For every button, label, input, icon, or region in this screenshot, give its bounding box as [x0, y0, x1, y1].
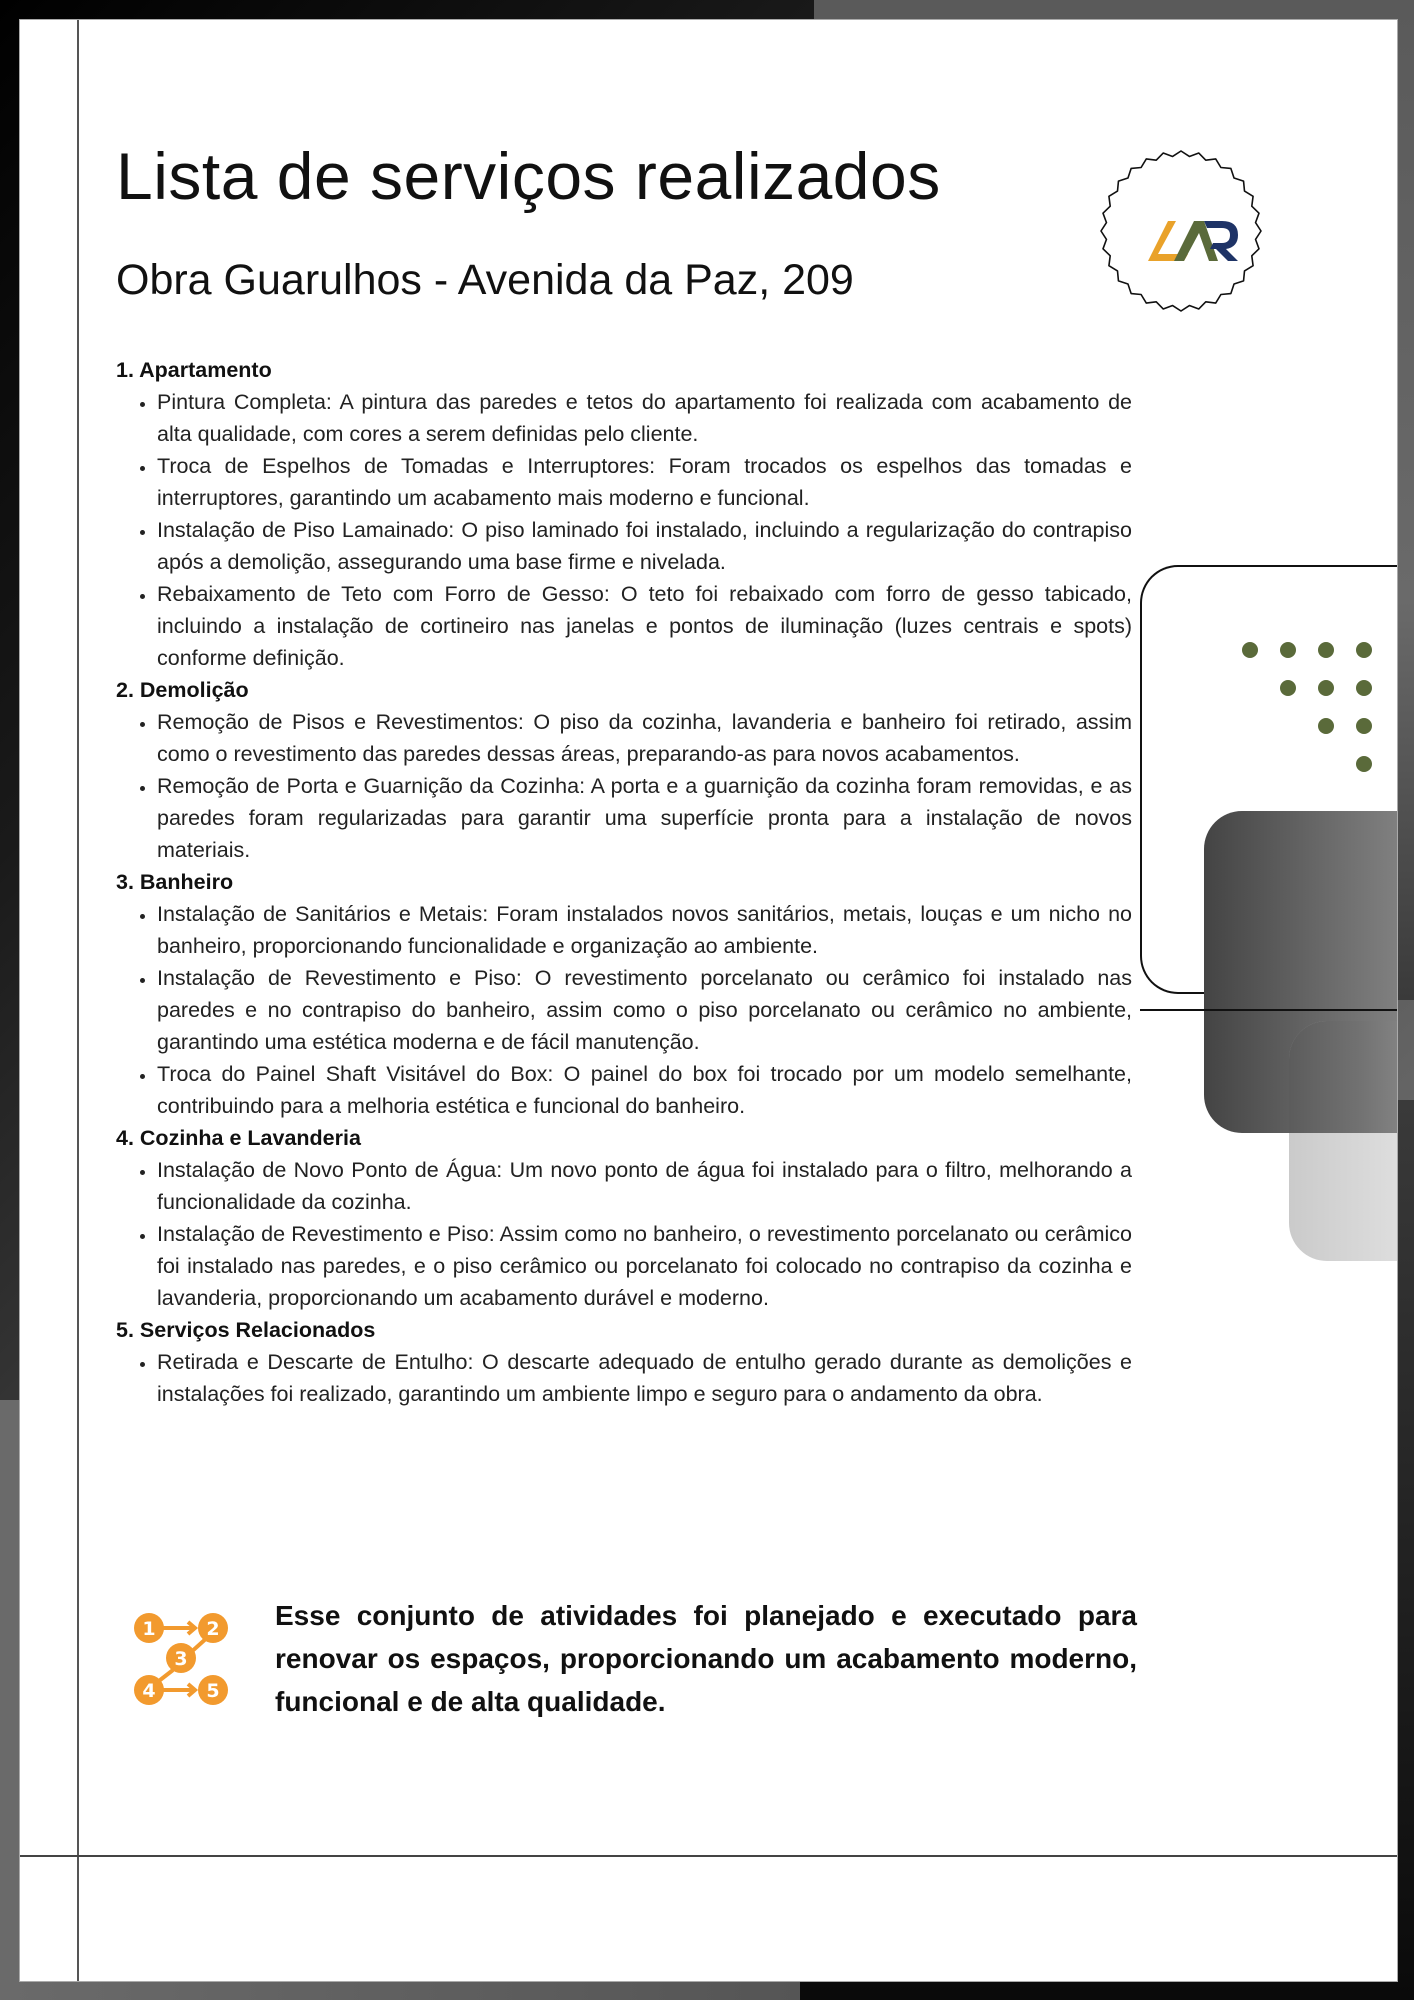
- page-subtitle: Obra Guarulhos - Avenida da Paz, 209: [116, 256, 854, 304]
- section-banheiro: [116, 866, 1132, 1122]
- document-page: [19, 19, 1398, 1982]
- list-item: • Retirada e Descarte de Entulho: O descarte adequado de entulho gerado durante as demolições e instalações foi realizado, garantindo um ambiente limpo e seguro para o andamento da obra.: [157, 1346, 1132, 1410]
- list-item: • Remoção de Pisos e Revestimentos: O piso da cozinha, lavanderia e banheiro foi retirado, assim como o revestimento das paredes dessas áreas, preparando-as para novos acabamentos.: [157, 706, 1132, 770]
- page-title: Lista de serviços realizados: [116, 139, 941, 213]
- numbered-steps-icon: [133, 1608, 233, 1708]
- lar-logo-badge-icon: [1096, 146, 1266, 316]
- closing-statement: [116, 1576, 1146, 1726]
- section-title: 5. Serviços Relacionados: [116, 1318, 376, 1342]
- list-item: • Instalação de Novo Ponto de Água: Um novo ponto de água foi instalado para o filtro, melhorando a funcionalidade da cozinha.: [157, 1154, 1132, 1218]
- list-item: • Instalação de Revestimento e Piso: Assim como no banheiro, o revestimento porcelanato ou cerâmico foi instalado nas paredes, e o piso cerâmico ou porcelanato foi colocado no contrapiso da cozinha e lavanderia, proporcionando um acabamento durável e moderno.: [157, 1218, 1132, 1314]
- section-title: 1. Apartamento: [116, 358, 272, 382]
- section-title: 3. Banheiro: [116, 870, 234, 894]
- list-item: • Troca de Espelhos de Tomadas e Interruptores: Foram trocados os espelhos das tomadas e interruptores, garantindo um acabamento mais moderno e funcional.: [157, 450, 1132, 514]
- list-item: • Rebaixamento de Teto com Forro de Gesso: O teto foi rebaixado com forro de gesso tabicado, incluindo a instalação de cortineiro nas janelas e pontos de iluminação (luzes centrais e spots) conforme definição.: [157, 578, 1132, 674]
- decorative-line: [1140, 1009, 1398, 1011]
- step-number: 2: [206, 1618, 220, 1640]
- margin-vertical-line: [77, 20, 79, 1981]
- decorative-overlap-block: [1289, 1021, 1398, 1133]
- section-demolicao: [116, 674, 1132, 866]
- list-item: • Instalação de Sanitários e Metais: Foram instalados novos sanitários, metais, louças e um nicho no banheiro, proporcionando funcionalidade e organização ao ambiente.: [157, 898, 1132, 962]
- section-apartamento: [116, 354, 1132, 674]
- list-item: • Pintura Completa: A pintura das paredes e tetos do apartamento foi realizada com acabamento de alta qualidade, com cores a serem definidas pelo cliente.: [157, 386, 1132, 450]
- closing-text: Esse conjunto de atividades foi planejado e executado para renovar os espaços, proporcionando um acabamento moderno, funcional e de alta qualidade.: [275, 1600, 1137, 1717]
- section-title: 2. Demolição: [116, 678, 249, 702]
- list-item: • Troca do Painel Shaft Visitável do Box: O painel do box foi trocado por um modelo semelhante, contribuindo para a melhoria estética e funcional do banheiro.: [157, 1058, 1132, 1122]
- section-servicos-relacionados: [116, 1314, 1132, 1410]
- footer-divider-line: [20, 1855, 1397, 1857]
- list-item: • Instalação de Revestimento e Piso: O revestimento porcelanato ou cerâmico foi instalado nas paredes e no contrapiso do banheiro, assim como o piso porcelanato ou cerâmico no ambiente, garantindo uma estética moderna e de fácil manutenção.: [157, 962, 1132, 1058]
- step-number: 4: [142, 1680, 156, 1702]
- step-number: 3: [174, 1648, 188, 1670]
- step-number: 5: [206, 1680, 220, 1702]
- step-number: 1: [142, 1618, 156, 1640]
- services-list: [116, 354, 1132, 1410]
- section-title: 4. Cozinha e Lavanderia: [116, 1126, 361, 1150]
- list-item: • Instalação de Piso Lamainado: O piso laminado foi instalado, incluindo a regularização do contrapiso após a demolição, assegurando uma base firme e nivelada.: [157, 514, 1132, 578]
- section-cozinha-lavanderia: [116, 1122, 1132, 1314]
- list-item: • Remoção de Porta e Guarnição da Cozinha: A porta e a guarnição da cozinha foram removidas, e as paredes foram regularizadas para garantir uma superfície pronta para a instalação de novos materiais.: [157, 770, 1132, 866]
